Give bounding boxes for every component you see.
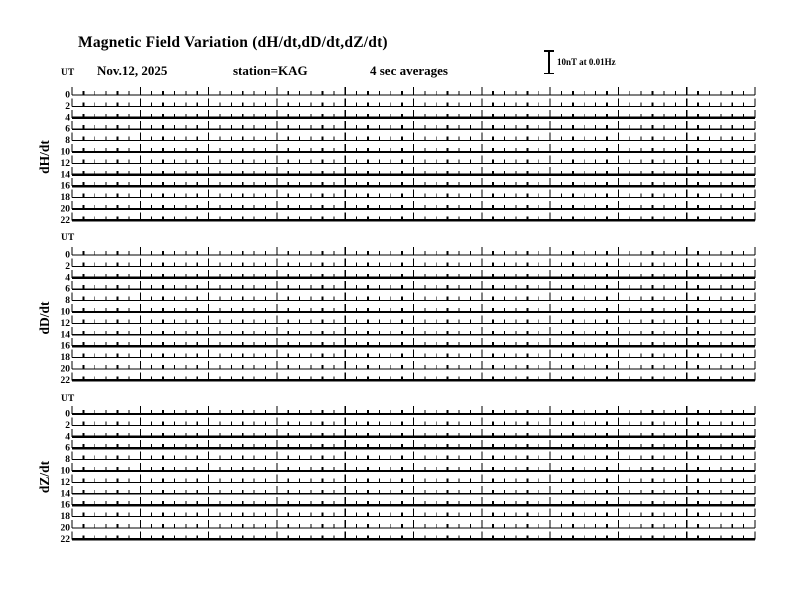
hour-label: 4 xyxy=(65,432,70,443)
date-label: Nov.12, 2025 xyxy=(97,63,168,78)
hour-label: 22 xyxy=(60,375,70,386)
page-title: Magnetic Field Variation (dH/dt,dD/dt,dZ/dt) xyxy=(78,34,388,51)
hour-label: 0 xyxy=(65,250,70,261)
trace-row xyxy=(61,338,756,352)
hour-label: 16 xyxy=(60,181,70,192)
hour-label: 22 xyxy=(60,534,70,545)
hour-label: 2 xyxy=(65,261,70,272)
trace-row xyxy=(65,98,755,112)
trace-row xyxy=(61,315,756,329)
trace-row xyxy=(61,509,756,522)
trace-row xyxy=(65,406,755,420)
hour-label: 2 xyxy=(65,420,70,431)
ut-label-panel-dddt: UT xyxy=(61,233,75,243)
trace-row xyxy=(61,463,756,477)
hour-label: 8 xyxy=(65,296,70,307)
hour-label: 0 xyxy=(65,409,70,420)
hour-label: 10 xyxy=(60,307,70,318)
trace-row xyxy=(61,361,756,375)
hour-label: 14 xyxy=(60,330,70,341)
hour-label: 6 xyxy=(65,443,70,454)
trace-row xyxy=(65,87,755,101)
trace-row xyxy=(61,190,756,204)
trace-row xyxy=(65,110,755,124)
trace-row xyxy=(65,452,755,466)
hour-label: 18 xyxy=(60,512,70,523)
trace-row xyxy=(65,121,755,135)
scale-bar-label: 10nT at 0.01Hz xyxy=(557,57,616,67)
trace-row xyxy=(61,350,756,364)
ut-label-panel-dzdt: UT xyxy=(61,394,75,404)
trace-row xyxy=(61,486,756,500)
hour-label: 4 xyxy=(65,273,70,284)
hour-label: 8 xyxy=(65,455,70,466)
trace-row xyxy=(61,327,756,341)
ylabel-dhdt: dH/dt xyxy=(37,140,52,174)
hour-label: 6 xyxy=(65,124,70,135)
trace-row xyxy=(61,474,756,488)
trace-row xyxy=(61,155,756,169)
trace-row xyxy=(61,531,756,545)
trace-row xyxy=(65,281,755,295)
hour-label: 14 xyxy=(60,489,70,500)
panel-dZdt xyxy=(61,406,756,545)
ylabel-dddt: dD/dt xyxy=(37,301,52,335)
hour-label: 12 xyxy=(60,158,70,169)
hour-label: 20 xyxy=(60,523,70,534)
trace-row xyxy=(61,144,756,158)
trace-row xyxy=(65,258,755,272)
trace-row xyxy=(61,304,756,318)
trace-row xyxy=(65,293,755,307)
trace-row xyxy=(65,133,755,147)
trace-row xyxy=(61,520,756,534)
hour-label: 10 xyxy=(60,147,70,158)
trace-row xyxy=(61,167,756,181)
trace-row xyxy=(61,212,756,226)
hour-label: 18 xyxy=(60,353,70,364)
hour-label: 2 xyxy=(65,101,70,112)
hour-label: 20 xyxy=(60,204,70,215)
hour-label: 16 xyxy=(60,341,70,352)
panel-dHdt xyxy=(61,87,756,226)
hour-label: 10 xyxy=(60,466,70,477)
trace-row xyxy=(65,247,755,261)
panel-dDdt xyxy=(61,247,756,386)
hour-label: 16 xyxy=(60,500,70,511)
station-label: station=KAG xyxy=(233,63,308,78)
trace-row xyxy=(61,497,756,511)
trace-row xyxy=(61,372,756,386)
averaging-label: 4 sec averages xyxy=(370,63,448,78)
trace-row xyxy=(65,429,755,443)
trace-row xyxy=(65,440,755,454)
ylabel-dzdt: dZ/dt xyxy=(37,460,52,494)
ut-label-panel-dhdt: UT xyxy=(61,68,75,78)
hour-label: 14 xyxy=(60,170,70,181)
trace-row xyxy=(65,417,755,431)
hour-label: 12 xyxy=(60,318,70,329)
hour-label: 22 xyxy=(60,215,70,226)
trace-row xyxy=(65,270,755,284)
hour-label: 18 xyxy=(60,193,70,204)
trace-row xyxy=(61,201,756,215)
trace-row xyxy=(61,178,756,192)
hour-label: 4 xyxy=(65,113,70,124)
hour-label: 12 xyxy=(60,477,70,488)
hour-label: 6 xyxy=(65,284,70,295)
hour-label: 20 xyxy=(60,364,70,375)
hour-label: 0 xyxy=(65,90,70,101)
hour-label: 8 xyxy=(65,136,70,147)
